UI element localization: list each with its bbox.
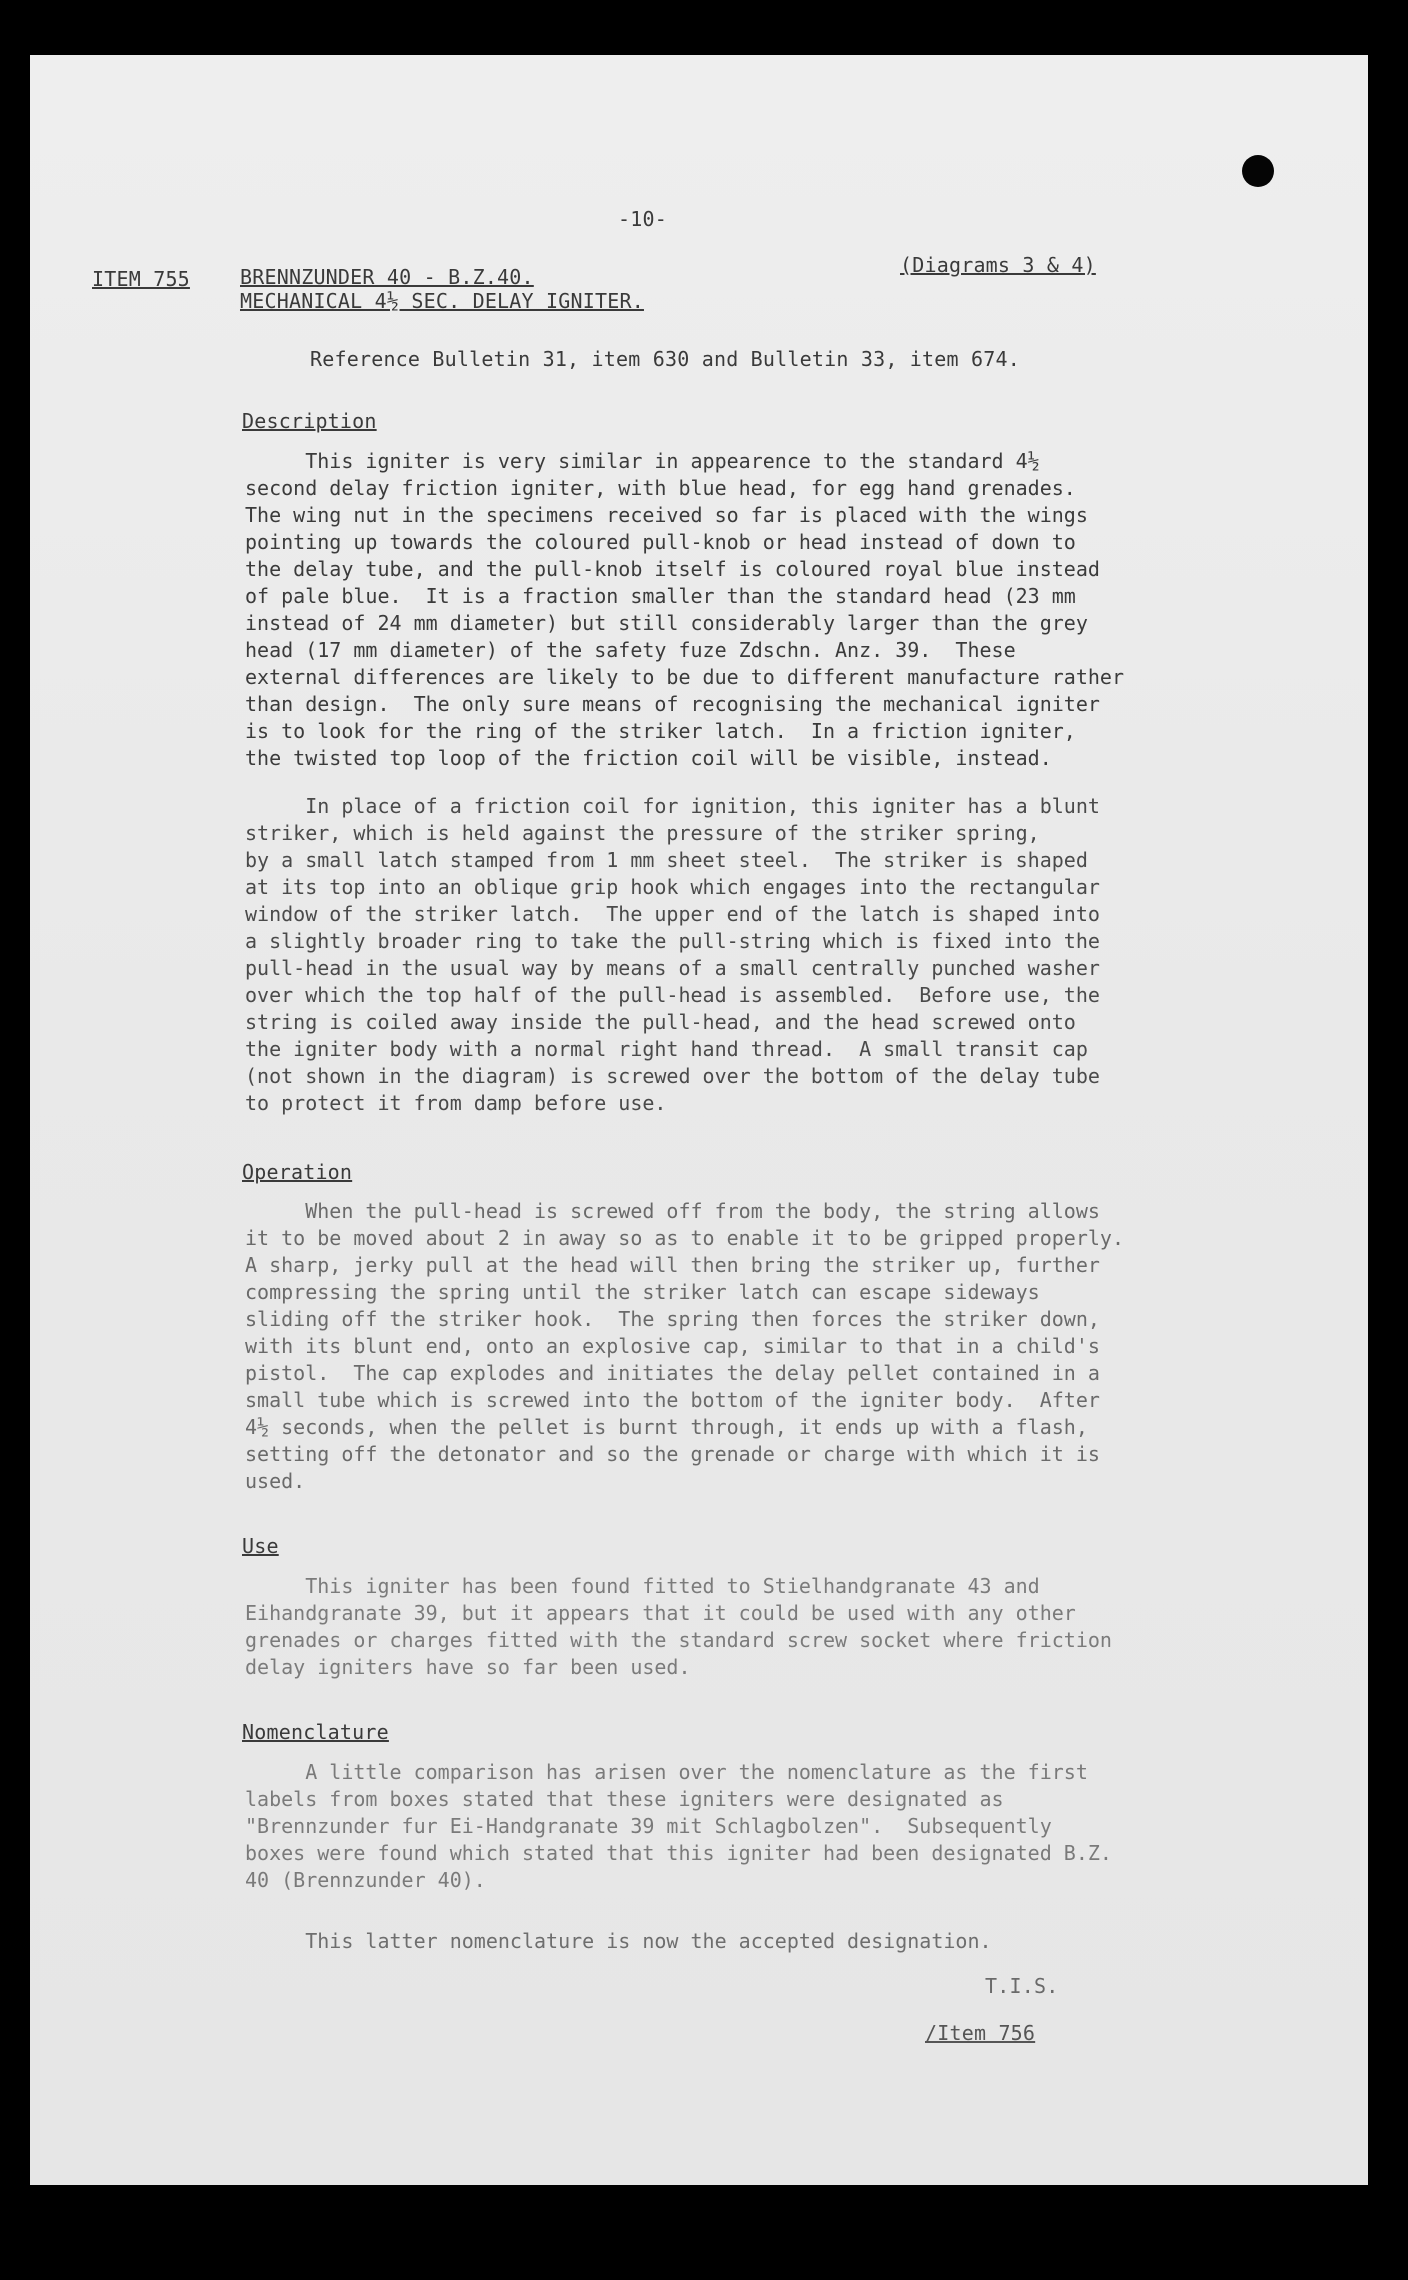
description-paragraph-2: In place of a friction coil for ignition, this igniter has a blunt striker, which is held against the pressure of the striker spring, by a small latch stamped from 1 mm sheet steel. The striker is shaped at its top into an oblique grip hook which engages into the rectangular window of the striker latch. The upper end of the latch is shaped into a slightly broader ring to take the pull-string which is fixed into the pull-head in the usual way by means of a small centrally punched washer over which the top half of the pull-head is assembled. Before use, the string is coiled away inside the pull-head, and the head screwed onto the igniter body with a normal right hand thread. A small transit cap (not shown in the diagram) is screwed over the bottom of the delay tube to protect it from damp before use. [245, 794, 1100, 1115]
section-heading-description: Description [242, 409, 377, 433]
item-subtitle: MECHANICAL 4½ SEC. DELAY IGNITER. [240, 289, 644, 313]
description-paragraph-1: This igniter is very similar in appearence to the standard 4½ second delay friction igniter, with blue head, for egg hand grenades. The wing nut in the specimens received so far is placed with the wings pointing up towards the coloured pull-knob or head instead of down to the delay tube, and the pull-knob itself is coloured royal blue instead of pale blue. It is a fraction smaller than the standard head (23 mm instead of 24 mm diameter) but still considerably larger than the grey head (17 mm diameter) of the safety fuze Zdschn. Anz. 39. These external differences are likely to be due to different manufacture rather than design. The only sure means of recognising the mechanical igniter is to look for the ring of the striker latch. In a friction igniter, the twisted top loop of the friction coil will be visible, instead. [245, 449, 1124, 770]
section-heading-use: Use [242, 1534, 279, 1558]
nomenclature-paragraph-2: This latter nomenclature is now the accepted designation. [245, 1929, 992, 1953]
diagram-reference: (Diagrams 3 & 4) [900, 253, 1096, 277]
section-heading-nomenclature: Nomenclature [242, 1720, 389, 1744]
item-number: ITEM 755 [92, 267, 190, 291]
document-page [30, 55, 1368, 2185]
section-heading-operation: Operation [242, 1160, 353, 1184]
signature: T.I.S. [985, 1974, 1059, 1998]
next-item-reference: /Item 756 [925, 2021, 1036, 2045]
nomenclature-paragraph-1: A little comparison has arisen over the nomenclature as the first labels from boxes stated that these igniters were designated as "Brennzunder fur Ei-Handgranate 39 mit Schlagbolzen". Subsequently boxes were found which stated that this igniter had been designated B.Z. 40 (Brennzunder 40). [245, 1760, 1112, 1892]
use-paragraph: This igniter has been found fitted to Stielhandgranate 43 and Eihandgranate 39, but it appears that it could be used with any other grenades or charges fitted with the standard screw socket where friction delay igniters have so far been used. [245, 1574, 1112, 1679]
item-title: BRENNZUNDER 40 - B.Z.40. [240, 265, 534, 289]
operation-paragraph: When the pull-head is screwed off from the body, the string allows it to be moved about 2 in away so as to enable it to be gripped properly. A sharp, jerky pull at the head will then bring the striker up, further compressing the spring until the striker latch can escape sideways sliding off the striker hook. The spring then forces the striker down, with its blunt end, onto an explosive cap, similar to that in a child's pistol. The cap explodes and initiates the delay pellet contained in a small tube which is screwed into the bottom of the igniter body. After 4½ seconds, when the pellet is burnt through, it ends up with a flash, setting off the detonator and so the grenade or charge with which it is used. [245, 1199, 1124, 1493]
page-number: -10- [618, 207, 667, 231]
punch-hole [1242, 155, 1274, 187]
bulletin-reference: Reference Bulletin 31, item 630 and Bulletin 33, item 674. [310, 347, 1020, 371]
